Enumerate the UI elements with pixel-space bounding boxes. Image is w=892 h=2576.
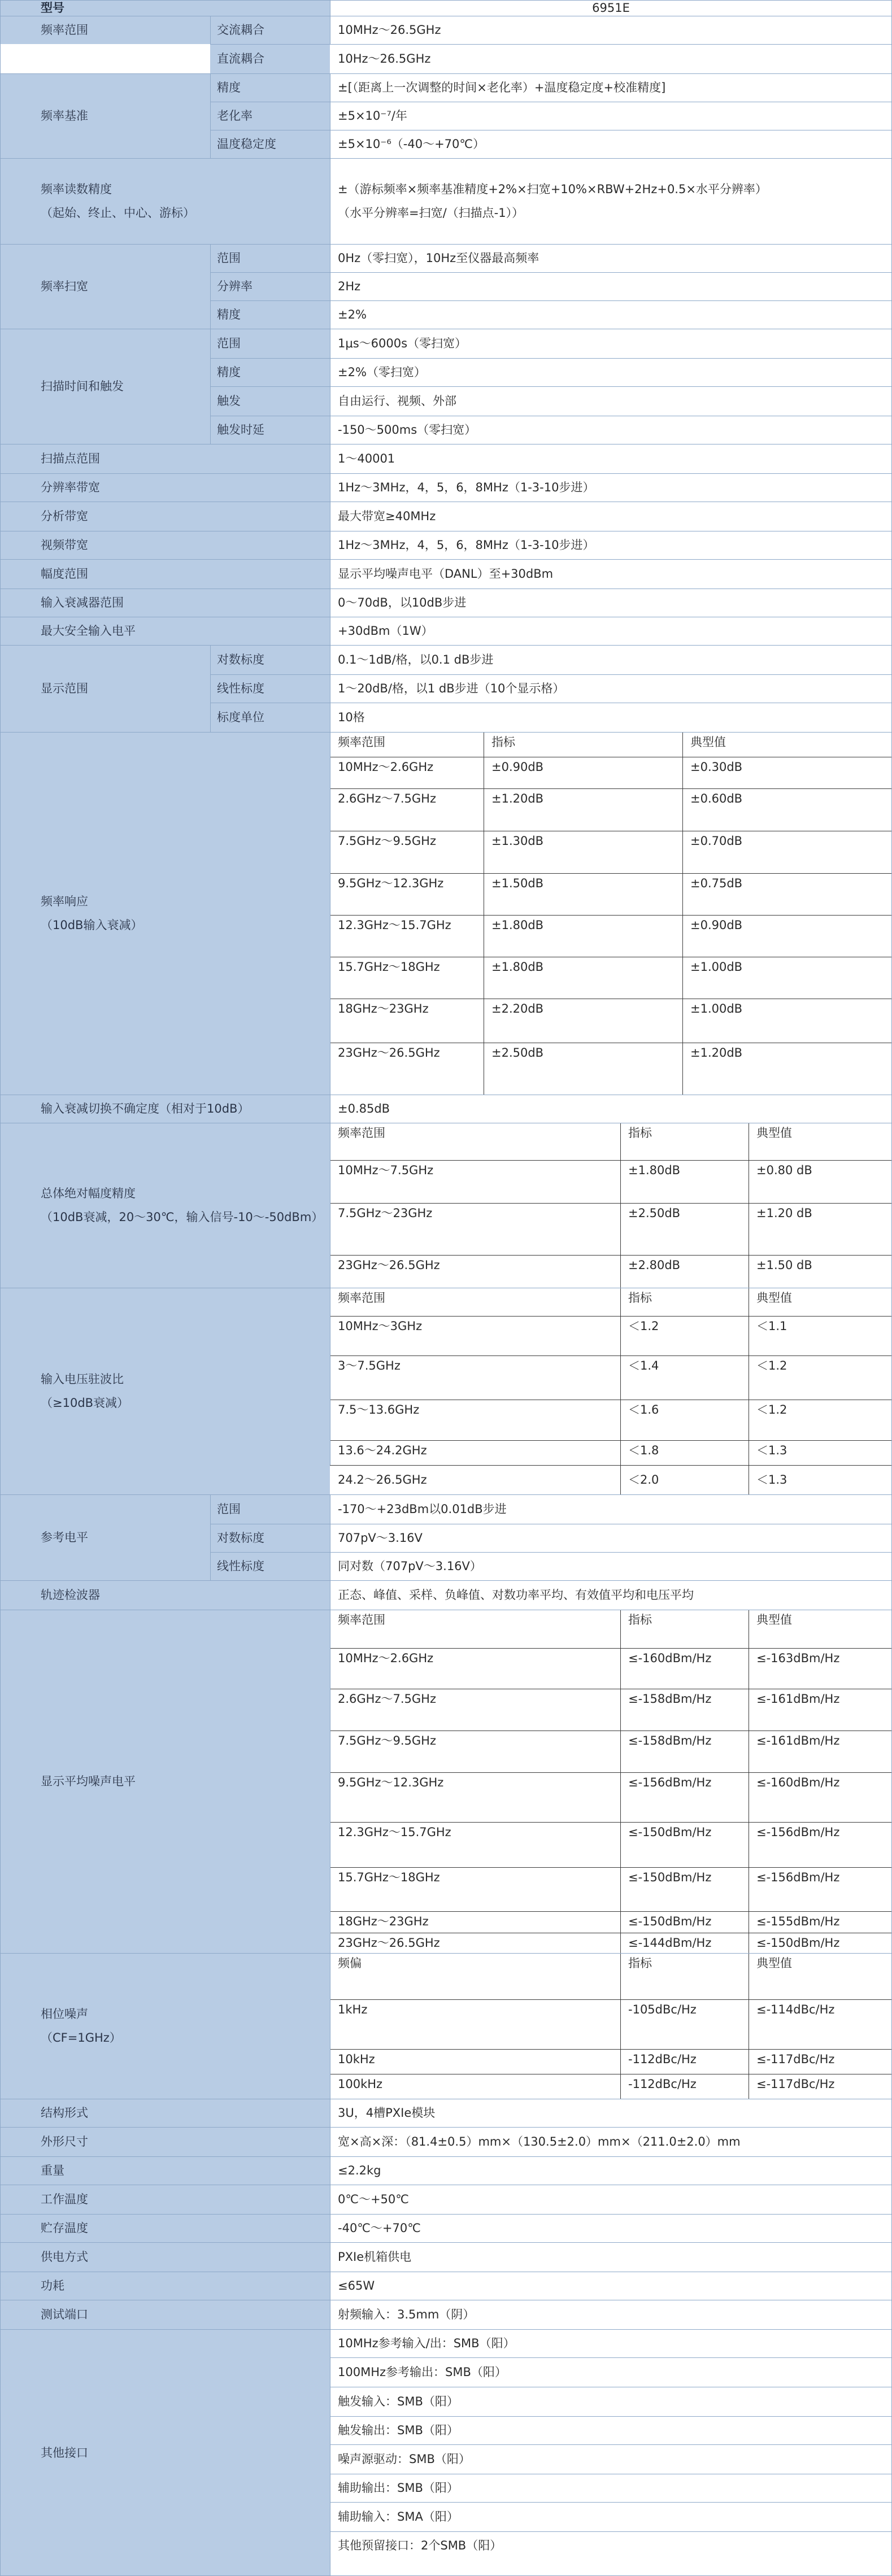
sub-value: 2Hz	[330, 272, 892, 300]
sub-label: 范围	[210, 244, 330, 272]
grid-line	[0, 244, 892, 245]
grid-line	[210, 645, 211, 732]
table-cell: 频偏	[338, 1956, 362, 1970]
grid-line	[210, 272, 892, 273]
table-cell: ≤-117dBc/Hz	[756, 2052, 835, 2066]
sub-value: ±5×10⁻⁷/年	[330, 102, 892, 130]
table-cell: ≤-161dBm/Hz	[756, 1734, 840, 1747]
grid-line	[210, 44, 892, 45]
table-cell: ±1.00dB	[690, 960, 743, 974]
sub-label: 触发	[210, 386, 330, 416]
table-cell: 10MHz～7.5GHz	[338, 1163, 434, 1177]
table-cell: ±1.80dB	[491, 960, 544, 974]
sub-value: 0.1～1dB/格，以0.1 dB步进	[330, 645, 892, 674]
table-cell: ＜1.6	[628, 1403, 659, 1416]
table-cell: 7.5GHz～9.5GHz	[338, 834, 436, 848]
table-cell: ±1.20dB	[690, 1046, 743, 1060]
table-cell: ±0.30dB	[690, 760, 743, 774]
row-value: ±0.85dB	[330, 1095, 892, 1123]
sub-value: 1～20dB/格，以1 dB步进（10个显示格）	[330, 674, 892, 703]
row-label: 频率扫宽	[0, 244, 210, 329]
row-label-line: （10dB输入衰减）	[41, 918, 143, 932]
table-cell: ±0.75dB	[690, 877, 743, 890]
sub-label: 范围	[210, 329, 330, 358]
table-cell: 指标	[491, 735, 515, 749]
table-cell: ±0.70dB	[690, 834, 743, 848]
grid-line	[330, 1316, 892, 1317]
table-cell: ＜1.2	[628, 1319, 659, 1333]
grid-line	[0, 158, 892, 159]
grid-line	[0, 645, 892, 646]
table-cell: 10MHz～2.6GHz	[338, 760, 434, 774]
row-label: 重量	[0, 2156, 330, 2185]
table-cell: 指标	[628, 1126, 652, 1140]
row-label-line: 总体绝对幅度精度	[41, 1187, 136, 1200]
row-label: 显示范围	[0, 645, 210, 732]
table-cell: 频率范围	[338, 1613, 385, 1627]
table-cell: ≤-158dBm/Hz	[628, 1692, 712, 1706]
row-label	[0, 732, 330, 1095]
grid-line	[0, 73, 892, 74]
grid-line	[0, 473, 892, 474]
table-cell: -112dBc/Hz	[628, 2052, 697, 2066]
interface-item: 触发输入：SMB（阳）	[330, 2387, 892, 2416]
table-cell: ±1.20 dB	[756, 1206, 812, 1220]
grid-line	[210, 674, 892, 675]
grid-line	[330, 1648, 892, 1649]
row-label: 频率基准	[0, 73, 210, 158]
grid-line	[330, 2049, 892, 2050]
table-cell: 典型值	[756, 1613, 792, 1627]
row-value: -40℃～+70℃	[330, 2214, 892, 2242]
grid-line	[330, 2416, 892, 2417]
table-cell: 15.7GHz～18GHz	[338, 960, 440, 974]
row-label: 频率范围	[0, 16, 210, 44]
grid-line	[210, 358, 892, 359]
sub-value: 10Hz～26.5GHz	[330, 44, 892, 73]
row-label: 最大安全输入电平	[0, 617, 330, 645]
row-label: 视频带宽	[0, 531, 330, 559]
grid-line	[330, 1160, 892, 1161]
sub-label: 对数标度	[210, 1524, 330, 1552]
sub-label: 线性标度	[210, 674, 330, 703]
table-cell: ±1.50dB	[491, 877, 544, 890]
grid-line	[330, 2502, 892, 2503]
row-value: 射频输入：3.5mm（阴）	[330, 2300, 892, 2329]
row-value	[330, 158, 892, 244]
grid-line	[330, 1867, 892, 1868]
table-cell: 10kHz	[338, 2052, 375, 2066]
grid-line	[620, 1288, 621, 1494]
table-cell: ＜1.2	[756, 1403, 787, 1416]
table-cell: ≤-117dBc/Hz	[756, 2077, 835, 2091]
sub-value: ±5×10⁻⁶（-40～+70℃）	[330, 130, 892, 158]
table-cell: 2.6GHz～7.5GHz	[338, 1692, 436, 1706]
table-cell: ±0.90dB	[491, 760, 544, 774]
sub-value: 10MHz～26.5GHz	[330, 16, 892, 44]
grid-line	[210, 329, 211, 444]
row-value: +30dBm（1W）	[330, 617, 892, 645]
row-label-line: （10dB衰减，20～30℃，输入信号-10～-50dBm）	[41, 1210, 324, 1224]
row-value: PXIe机箱供电	[330, 2242, 892, 2272]
grid-line	[210, 386, 892, 387]
table-cell: 频率范围	[338, 1291, 385, 1305]
grid-line	[0, 732, 892, 733]
table-cell: ≤-156dBm/Hz	[756, 1871, 840, 1884]
grid-line	[330, 1999, 892, 2000]
grid-line	[210, 1494, 211, 1580]
sub-label: 精度	[210, 73, 330, 102]
row-label-line: 输入电压驻波比	[41, 1372, 124, 1386]
row-label: 贮存温度	[0, 2214, 330, 2242]
table-cell: 23GHz～26.5GHz	[338, 1258, 440, 1272]
sub-value: 同对数（707pV～3.16V）	[330, 1552, 892, 1580]
grid-line	[330, 788, 892, 789]
table-cell: ≤-160dBm/Hz	[628, 1651, 712, 1665]
table-cell: ±0.90dB	[690, 918, 743, 932]
grid-line	[210, 244, 211, 329]
grid-line	[330, 1203, 892, 1204]
table-cell: 典型值	[756, 1956, 792, 1970]
row-label	[0, 1123, 330, 1288]
table-cell: ±1.30dB	[491, 834, 544, 848]
table-cell: 7.5GHz～23GHz	[338, 1206, 433, 1220]
grid-line	[682, 732, 683, 1095]
row-value-line: （水平分辨率=扫宽/（扫描点-1））	[338, 206, 524, 220]
sub-value: 自由运行、视频、外部	[330, 386, 892, 416]
row-value: 正态、峰值、采样、负峰值、对数功率平均、有效值平均和电压平均	[330, 1580, 892, 1610]
table-cell: ≤-150dBm/Hz	[628, 1915, 712, 1928]
row-value: 1～40001	[330, 444, 892, 473]
row-value: 显示平均噪声电平（DANL）至+30dBm	[330, 559, 892, 589]
row-label	[0, 1288, 330, 1494]
table-cell: ＜1.3	[749, 1465, 892, 1494]
row-label-line: （≥10dB衰减）	[41, 1396, 129, 1410]
table-cell: ±1.80dB	[491, 918, 544, 932]
table-cell: 9.5GHz～12.3GHz	[338, 1776, 444, 1789]
row-value: 3U，4槽PXIe模块	[330, 2099, 892, 2127]
table-cell: 1kHz	[338, 2003, 368, 2016]
sub-value: -150～500ms（零扫宽）	[330, 416, 892, 444]
table-cell: ＜1.4	[628, 1359, 659, 1372]
row-label: 结构形式	[0, 2099, 330, 2127]
table-cell: 23GHz～26.5GHz	[338, 1936, 440, 1950]
grid-line	[0, 0, 1, 2576]
grid-line	[330, 873, 892, 874]
grid-line	[210, 16, 211, 44]
table-cell: 2.6GHz～7.5GHz	[338, 792, 436, 805]
grid-line	[330, 1255, 892, 1256]
table-cell: 10MHz～3GHz	[338, 1319, 423, 1333]
table-cell: ±2.20dB	[491, 1002, 544, 1015]
interface-item: 其他预留接口：2个SMB（阳）	[330, 2531, 892, 2560]
grid-line	[620, 1953, 621, 2099]
table-cell: 24.2～26.5GHz	[330, 1465, 620, 1494]
sub-label: 交流耦合	[210, 16, 330, 44]
row-label-line: 频率读数精度	[41, 182, 112, 196]
interface-item: 100MHz参考输出：SMB（阳）	[330, 2357, 892, 2387]
interface-item: 触发输出：SMB（阳）	[330, 2416, 892, 2444]
grid-line	[330, 2357, 892, 2358]
table-cell: ≤-163dBm/Hz	[756, 1651, 840, 1665]
grid-line	[0, 1580, 892, 1581]
grid-line	[620, 1465, 621, 1494]
row-value: 0℃～+50℃	[330, 2185, 892, 2214]
grid-line	[0, 1953, 892, 1954]
grid-line	[330, 1772, 892, 1773]
sub-label: 老化率	[210, 102, 330, 130]
sub-value: ±2%（零扫宽）	[330, 358, 892, 386]
sub-label: 对数标度	[210, 645, 330, 674]
table-cell: -112dBc/Hz	[628, 2077, 697, 2091]
table-cell: 指标	[628, 1956, 652, 1970]
row-label: 扫描点范围	[0, 444, 330, 473]
sub-label: 精度	[210, 300, 330, 329]
table-cell: ±1.80dB	[628, 1163, 681, 1177]
table-cell: ＜1.2	[756, 1359, 787, 1372]
table-cell: ≤-150dBm/Hz	[756, 1936, 840, 1950]
row-label: 扫描时间和触发	[0, 329, 210, 444]
row-label	[0, 158, 330, 244]
table-cell: ≤-155dBm/Hz	[756, 1915, 840, 1928]
sub-label: 触发时延	[210, 416, 330, 444]
grid-line	[210, 300, 892, 301]
sub-value: ±[（距离上一次调整的时间×老化率）+温度稳定度+校准精度]	[330, 73, 892, 102]
table-cell: ±1.50 dB	[756, 1258, 812, 1272]
sub-value: 10格	[330, 703, 892, 732]
model-value: 6951E	[330, 0, 892, 16]
row-label	[0, 1953, 330, 2099]
row-label: 测试端口	[0, 2300, 330, 2329]
grid-line	[330, 1822, 892, 1823]
table-cell: ＜1.1	[756, 1319, 787, 1333]
grid-line	[210, 73, 211, 158]
grid-line	[0, 0, 892, 1]
sub-value: 0Hz（零扫宽），10Hz至仪器最高频率	[330, 244, 892, 272]
grid-line	[0, 2242, 892, 2243]
row-label: 其他接口	[0, 2329, 330, 2576]
grid-line	[210, 1552, 892, 1553]
row-value: ≤65W	[330, 2272, 892, 2300]
table-cell: 3～7.5GHz	[338, 1359, 401, 1372]
row-value: 1Hz～3MHz，4，5，6，8MHz（1-3-10步进）	[330, 531, 892, 559]
grid-line	[0, 2329, 892, 2330]
row-label: 分辨率带宽	[0, 473, 330, 502]
row-label: 输入衰减器范围	[0, 589, 330, 617]
table-cell: 23GHz～26.5GHz	[338, 1046, 440, 1060]
row-label-line: 频率响应	[41, 895, 88, 908]
table-cell: ±2.80dB	[628, 1258, 681, 1272]
sub-label: 直流耦合	[210, 44, 330, 73]
grid-line	[330, 1465, 892, 1466]
sub-value: 1μs～6000s（零扫宽）	[330, 329, 892, 358]
row-label: 外形尺寸	[0, 2127, 330, 2156]
row-label: 幅度范围	[0, 559, 330, 589]
row-label: 供电方式	[0, 2242, 330, 2272]
table-cell: ≤-150dBm/Hz	[628, 1825, 712, 1839]
table-cell: ≤-150dBm/Hz	[628, 1871, 712, 1884]
row-label: 轨迹检波器	[0, 1580, 330, 1610]
grid-line	[330, 2444, 892, 2445]
table-cell: ≤-156dBm/Hz	[756, 1825, 840, 1839]
grid-line	[620, 1610, 621, 1953]
table-cell: 9.5GHz～12.3GHz	[338, 877, 444, 890]
interface-item: 辅助输入：SMA（阳）	[330, 2502, 892, 2531]
grid-line	[620, 1123, 621, 1288]
table-cell: 13.6～24.2GHz	[338, 1444, 427, 1457]
sub-value: 707pV～3.16V	[330, 1524, 892, 1552]
table-cell: ≤-156dBm/Hz	[628, 1776, 712, 1789]
sub-label: 范围	[210, 1494, 330, 1524]
table-cell: 典型值	[756, 1291, 792, 1305]
grid-line	[0, 1494, 892, 1495]
grid-line	[0, 2127, 892, 2128]
model-label: 型号	[0, 0, 330, 16]
table-cell: ±2.50dB	[491, 1046, 544, 1060]
table-cell: ＜2.0	[620, 1465, 749, 1494]
grid-line	[330, 915, 892, 916]
row-value: ≤2.2kg	[330, 2156, 892, 2185]
table-cell: ＜1.8	[628, 1444, 659, 1457]
grid-line	[330, 1440, 892, 1441]
row-label: 参考电平	[0, 1494, 210, 1580]
table-cell: ≤-161dBm/Hz	[756, 1692, 840, 1706]
table-cell: 7.5GHz～9.5GHz	[338, 1734, 436, 1747]
grid-line	[330, 1355, 892, 1356]
row-value: 0～70dB，以10dB步进	[330, 589, 892, 617]
interface-padding	[330, 2560, 892, 2576]
table-cell: 频率范围	[338, 735, 385, 749]
table-cell: ±2.50dB	[628, 1206, 681, 1220]
table-cell: ≤-158dBm/Hz	[628, 1734, 712, 1747]
row-label-line: 相位噪声	[41, 2007, 88, 2021]
table-cell: ±0.60dB	[690, 792, 743, 805]
table-cell: 7.5～13.6GHz	[338, 1403, 420, 1416]
table-cell: ±1.00dB	[690, 1002, 743, 1015]
sub-label: 线性标度	[210, 1552, 330, 1580]
table-cell: 典型值	[690, 735, 726, 749]
table-cell: 典型值	[756, 1126, 792, 1140]
row-label: 分析带宽	[0, 502, 330, 531]
row-label: 功耗	[0, 2272, 330, 2300]
sub-value: ±2%	[330, 300, 892, 329]
interface-item: 辅助输出：SMB（阳）	[330, 2474, 892, 2502]
grid-line	[0, 2214, 892, 2215]
row-label: 工作温度	[0, 2185, 330, 2214]
table-cell: 15.7GHz～18GHz	[338, 1871, 440, 1884]
row-value: 最大带宽≥40MHz	[330, 502, 892, 531]
sub-label: 精度	[210, 358, 330, 386]
row-value: 1Hz～3MHz，4，5，6，8MHz（1-3-10步进）	[330, 473, 892, 502]
sub-label: 分辨率	[210, 272, 330, 300]
table-cell: 10MHz～2.6GHz	[338, 1651, 434, 1665]
table-cell: 12.3GHz～15.7GHz	[338, 918, 451, 932]
table-cell: ≤-114dBc/Hz	[756, 2003, 835, 2016]
interface-item: 10MHz参考输入/出：SMB（阳）	[330, 2329, 892, 2357]
grid-line	[0, 559, 892, 560]
table-cell: 100kHz	[338, 2077, 383, 2091]
sub-label: 标度单位	[210, 703, 330, 732]
table-cell: ≤-144dBm/Hz	[628, 1936, 712, 1950]
table-cell: 18GHz～23GHz	[338, 1002, 429, 1015]
grid-line	[0, 2156, 892, 2157]
table-cell: 指标	[628, 1613, 652, 1627]
grid-line	[330, 1911, 892, 1912]
row-value: 宽×高×深：（81.4±0.5）mm×（130.5±2.0）mm×（211.0±2.0）mm	[330, 2127, 892, 2156]
table-cell: 指标	[628, 1291, 652, 1305]
table-cell: 18GHz～23GHz	[338, 1915, 429, 1928]
table-cell: 12.3GHz～15.7GHz	[338, 1825, 451, 1839]
table-cell: ≤-160dBm/Hz	[756, 1776, 840, 1789]
interface-item: 噪声源驱动：SMB（阳）	[330, 2444, 892, 2474]
row-value-line: ±（游标频率×频率基准精度+2%×扫宽+10%×RBW+2Hz+0.5×水平分辨率）	[338, 182, 767, 196]
row-label-line: （CF=1GHz）	[41, 2031, 121, 2045]
table-cell: -105dBc/Hz	[628, 2003, 697, 2016]
row-label: 显示平均噪声电平	[0, 1610, 330, 1953]
table-cell: ＜1.3	[756, 1444, 787, 1457]
table-cell: ±1.20dB	[491, 792, 544, 805]
table-cell: ±0.80 dB	[756, 1163, 812, 1177]
grid-line	[330, 2531, 892, 2532]
sub-value: -170～+23dBm以0.01dB步进	[330, 1494, 892, 1524]
row-label-line: （起始、终止、中心、游标）	[41, 206, 195, 220]
row-label: 输入衰减切换不确定度（相对于10dB）	[0, 1095, 330, 1123]
table-cell: 频率范围	[338, 1126, 385, 1140]
sub-label: 温度稳定度	[210, 130, 330, 158]
